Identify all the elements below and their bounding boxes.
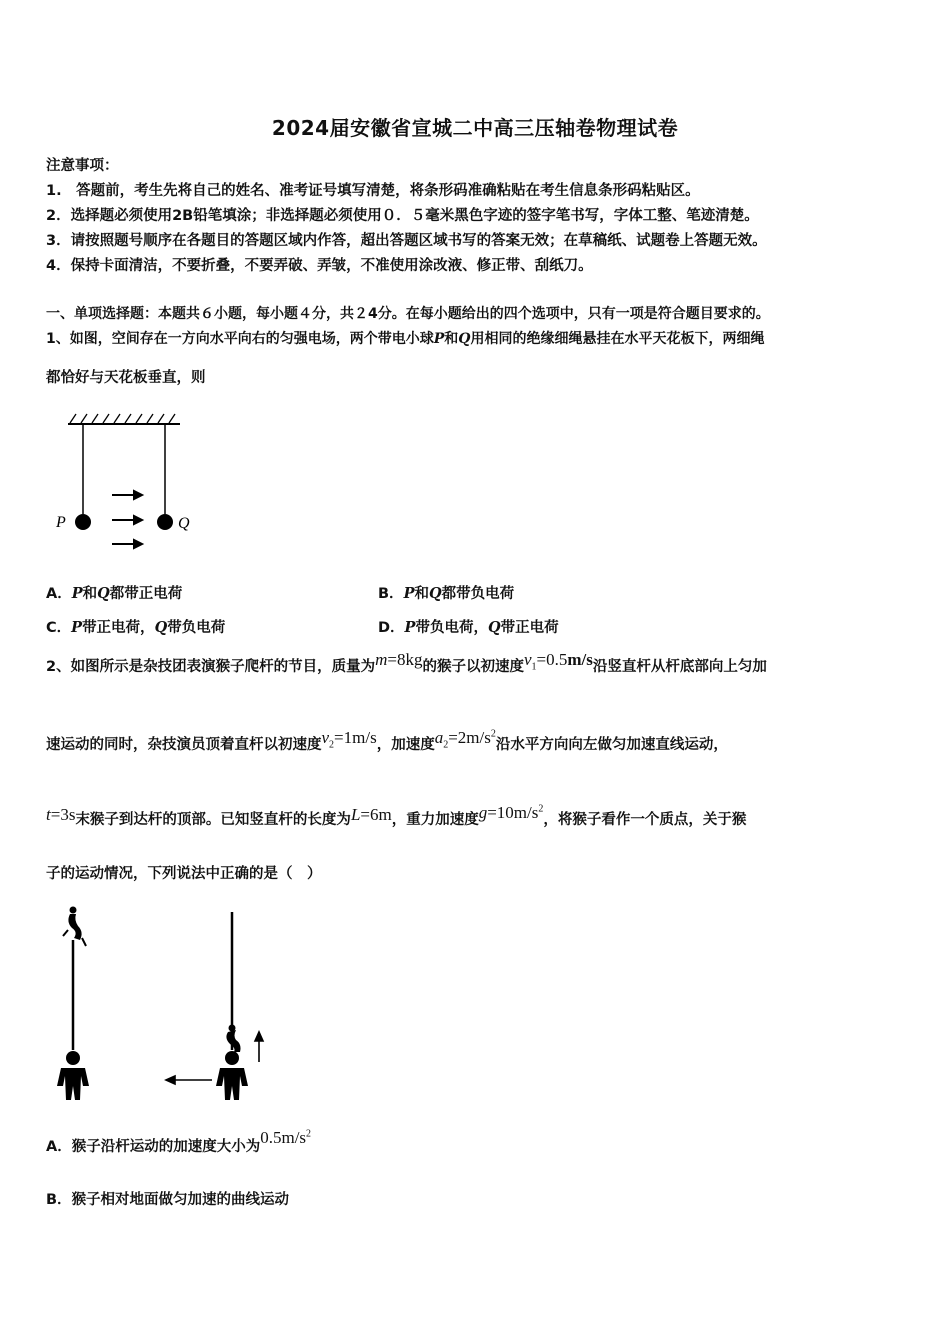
q1-text-a: 1、如图，空间存在一方向水平向右的匀强电场，两个带电小球 [46,331,434,347]
q2-v2-val: =1m/s [334,728,377,747]
notice-heading: 注意事项： [46,158,119,174]
q2-text-2a: 速运动的同时，杂技演员顶着直杆以初速度 [46,737,322,753]
q1-option-b [378,582,514,603]
q1-option-d-p: P [404,619,416,636]
q1-text-b: 用相同的绝缘细绳悬挂在水平天花板下，两细绳 [470,331,765,347]
q2-text-3b: ，重力加速度 [391,812,479,828]
q2-gravity [479,803,544,822]
q2-l-val: =6m [360,805,392,824]
q1-option-a-t4: 都带正电荷 [109,586,183,602]
arrow-up-icon [255,1032,263,1062]
q1-option-c-q: Q [154,619,168,636]
q2-text-1b: 的猴子以初速度 [422,659,524,675]
q2-text-1c: 沿竖直杆从杆底部向上匀加 [592,659,767,675]
q1-option-a-q: Q [97,585,110,602]
q1-option-b-t2: 和 [414,586,429,602]
arrow-left-icon [166,1076,212,1084]
q1-option-d-label: D． [378,620,405,636]
q2-option-a-label: A． [46,1139,72,1155]
q2-figure [48,900,288,1110]
q2-l-var: L [350,805,361,824]
q2-text-3c: ，将猴子看作一个质点，关于猴 [543,812,747,828]
q2-v2-var: v [321,728,330,747]
performer-icon-right [216,1051,248,1100]
q2-v1 [523,650,593,673]
q2-length [351,805,392,824]
q2-m-val: =8kg [387,650,423,669]
q2-option-b [46,1188,289,1209]
label-p: P [56,514,66,531]
notice-item-2: 2．选择题必须使用2B铅笔填涂；非选择题必须使用０．５毫米黑色字迹的签字笔书写，字体工整、笔迹清楚。 [46,208,759,224]
q2-a2-val: =2m/s [448,728,491,747]
q2-line-3 [46,803,747,829]
q1-option-b-t4: 都带负电荷 [441,586,515,602]
q2-option-a-text: 猴子沿杆运动的加速度大小为 [71,1139,261,1155]
q2-time [46,805,75,824]
q2-v1-sub: 1 [531,661,537,673]
ball-q [157,514,173,530]
q1-option-c-t2: 带正电荷， [82,620,155,636]
q2-a2 [434,728,496,751]
q2-v1-unit: m/s [567,650,593,669]
q1-option-c-label: C． [46,620,72,636]
q2-text-1a: 2、如图所示是杂技团表演猴子爬杆的节目，质量为 [46,659,376,675]
q1-line-1 [46,328,764,348]
q1-option-a-t2: 和 [82,586,98,602]
q2-line-4: 子的运动情况，下列说法中正确的是（ ） [46,866,322,882]
performer-icon-left [57,1051,89,1100]
q1-option-d-t2: 带负电荷， [415,620,488,636]
ceiling-hatching [70,414,175,423]
q1-figure [50,410,210,560]
q2-m-var: m [375,650,388,669]
q1-option-b-label: B． [378,586,404,602]
q1-option-d-t4: 带正电荷 [500,620,559,636]
q2-g-sup: 2 [538,803,544,815]
notice-item-4: 4．保持卡面清洁，不要折叠，不要弄破、弄皱，不准使用涂改液、修正带、刮纸刀。 [46,258,593,274]
q2-v1-val: =0.5 [536,650,568,669]
field-arrows [112,491,142,548]
q2-line-1 [46,650,767,678]
label-q: Q [178,515,190,532]
q1-var-p: P [433,331,445,347]
q2-option-a-sup: 2 [306,1128,312,1140]
page-title: 2024届安徽省宣城二中高三压轴卷物理试卷 [271,116,679,140]
q2-text-3a: 末猴子到达杆的顶部。已知竖直杆的长度为 [75,812,351,828]
q2-t-val: =3s [50,805,76,824]
q1-and: 和 [444,331,459,347]
q1-option-a-p: P [71,585,83,602]
q2-t-var: t [46,805,51,824]
q2-option-b-label: B． [46,1192,72,1208]
q1-line-2: 都恰好与天花板垂直，则 [46,370,206,386]
q2-a2-sub: 2 [443,739,449,751]
q2-option-a [46,1128,312,1156]
notice-item-3: 3．请按照题号顺序在各题目的答题区域内作答，超出答题区域书写的答案无效；在草稿纸、试题卷上答题无效。 [46,233,767,249]
q2-g-val: =10m/s [487,803,539,822]
q1-option-c-t4: 带负电荷 [167,620,226,636]
q1-option-c-p: P [71,619,83,636]
q1-option-a-label: A． [46,586,72,602]
q2-v2-sub: 2 [329,739,335,751]
notice-item-1: 1. 答题前，考生先将自己的姓名、准考证号填写清楚，将条形码准确粘贴在考生信息条形码粘贴区。 [46,183,700,199]
ball-p [75,514,91,530]
q2-mass [375,650,422,669]
q2-text-2c: 沿水平方向向左做匀加速直线运动， [495,737,728,753]
q1-var-q: Q [458,331,471,347]
section-heading: 一、单项选择题：本题共６小题，每小题４分，共２4分。在每小题给出的四个选项中，只有一项是符合题目要求的。 [46,306,770,322]
q2-line-2 [46,728,728,756]
q2-a2-var: a [434,728,444,747]
q2-g-var: g [478,803,488,822]
q1-option-a [46,582,182,603]
q2-option-b-text: 猴子相对地面做匀加速的曲线运动 [71,1192,290,1208]
q2-v2 [321,728,377,751]
q2-a2-sup: 2 [490,728,496,740]
q1-option-c [46,616,225,637]
q1-option-b-p: P [403,585,415,602]
q1-option-d-q: Q [487,619,501,636]
q2-v1-var: v [523,650,532,669]
q2-option-a-value [260,1128,311,1147]
q1-option-b-q: Q [428,585,442,602]
monkey-icon-right [226,1025,240,1053]
monkey-icon-left [63,907,86,947]
q2-option-a-val: 0.5m/s [260,1128,307,1147]
q1-option-d [378,616,559,637]
q2-text-2b: ，加速度 [376,737,435,753]
